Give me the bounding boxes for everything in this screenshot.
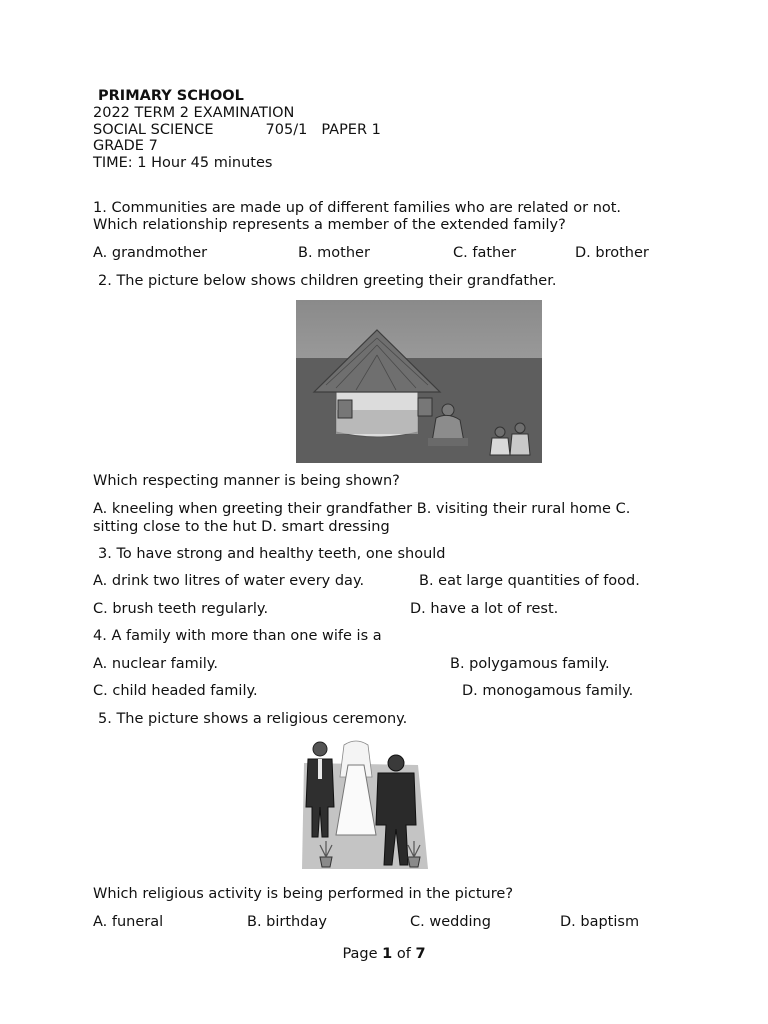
- q2-question: Which respecting manner is being shown?: [93, 473, 400, 489]
- flower-pot-right: [408, 857, 420, 867]
- current-page-number: 1: [382, 946, 393, 962]
- q4-option-c: C. child headed family.: [93, 683, 258, 699]
- school-name: PRIMARY SCHOOL: [98, 88, 244, 104]
- groom-head: [313, 742, 327, 756]
- groom-shirt: [318, 759, 322, 779]
- page-label: Page: [342, 946, 378, 962]
- page-of-label: of: [396, 946, 411, 962]
- total-pages-number: 7: [415, 946, 426, 962]
- subject-line: [93, 122, 381, 139]
- q4-option-d: D. monogamous family.: [462, 683, 634, 699]
- exam-title: 2022 TERM 2 EXAMINATION: [93, 105, 295, 121]
- q1-stem-line1: 1. Communities are made up of different families who are related or not.: [93, 200, 622, 216]
- hut-window-left: [338, 400, 352, 418]
- q5-stem: 5. The picture shows a religious ceremony.: [98, 711, 408, 727]
- hut-window-right: [418, 398, 432, 416]
- q3-option-d: D. have a lot of rest.: [410, 601, 559, 617]
- grandfather-seat: [428, 438, 468, 446]
- q4-stem: 4. A family with more than one wife is a: [93, 628, 382, 644]
- grandfather-head: [442, 404, 454, 416]
- q4-option-b: B. polygamous family.: [450, 656, 610, 672]
- q1-option-b: B. mother: [298, 245, 370, 261]
- subject-name: SOCIAL SCIENCE: [93, 122, 214, 138]
- child-2-head: [515, 423, 525, 433]
- paper-number: PAPER 1: [321, 122, 381, 138]
- child-2-body: [510, 434, 530, 455]
- page-footer: [0, 946, 768, 962]
- grade-line: GRADE 7: [93, 138, 158, 154]
- child-1-body: [490, 438, 510, 455]
- q3-option-b: B. eat large quantities of food.: [419, 573, 640, 589]
- grandfather-greeting-picture: [296, 300, 542, 463]
- q3-stem: 3. To have strong and healthy teeth, one should: [98, 546, 446, 562]
- q5-question: Which religious activity is being performed in the picture?: [93, 886, 514, 902]
- q5-option-a: A. funeral: [93, 914, 164, 930]
- subject-code: 705/1: [265, 122, 308, 138]
- officiant-head: [388, 755, 404, 771]
- time-line: TIME: 1 Hour 45 minutes: [93, 155, 273, 171]
- q2-stem: 2. The picture below shows children greeting their grandfather.: [98, 273, 557, 289]
- q5-option-c: C. wedding: [410, 914, 491, 930]
- q3-option-a: A. drink two litres of water every day.: [93, 573, 365, 589]
- q1-option-d: D. brother: [575, 245, 649, 261]
- wedding-ceremony-picture: [298, 737, 434, 873]
- child-1-head: [495, 427, 505, 437]
- q4-option-a: A. nuclear family.: [93, 656, 218, 672]
- flower-pot-left: [320, 857, 332, 867]
- q2-options-line1: A. kneeling when greeting their grandfather B. visiting their rural home C.: [93, 501, 631, 517]
- q5-option-d: D. baptism: [560, 914, 640, 930]
- q5-option-b: B. birthday: [247, 914, 327, 930]
- q1-option-c: C. father: [453, 245, 517, 261]
- q1-stem-line2: Which relationship represents a member of the extended family?: [93, 217, 566, 233]
- q1-option-a: A. grandmother: [93, 245, 208, 261]
- q3-option-c: C. brush teeth regularly.: [93, 601, 269, 617]
- q2-options-line2: sitting close to the hut D. smart dressing: [93, 519, 390, 535]
